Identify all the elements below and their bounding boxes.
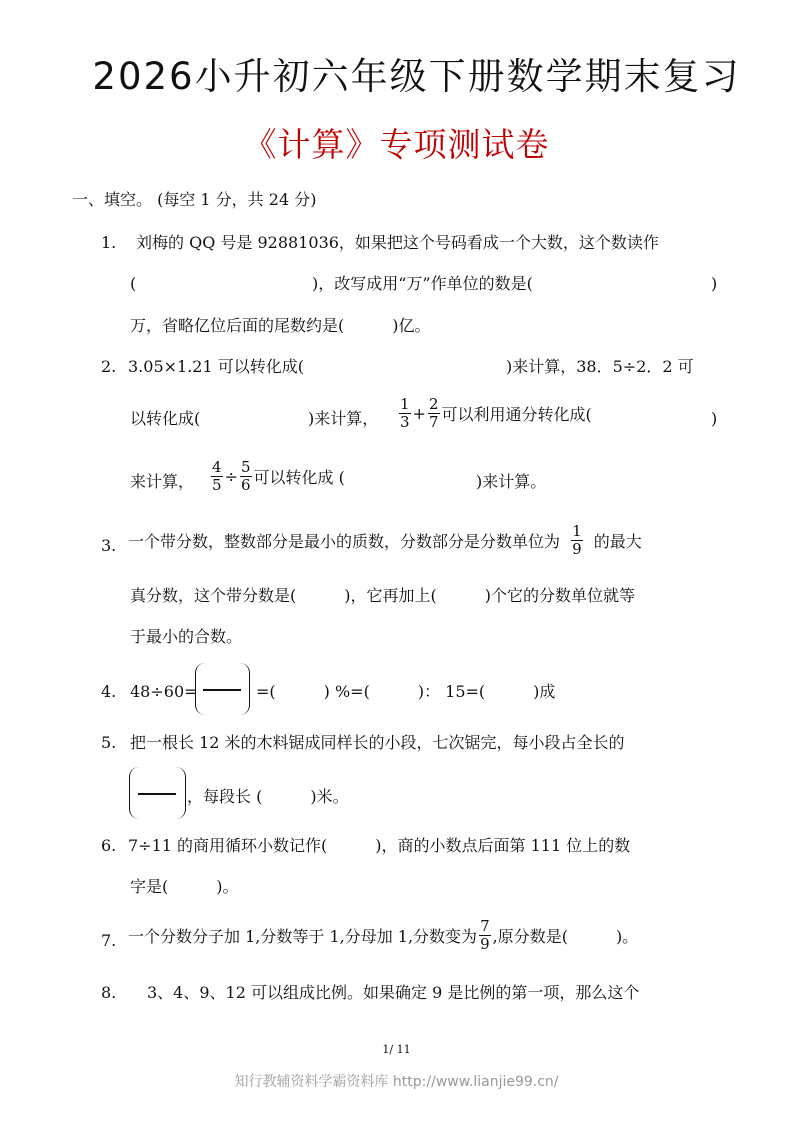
page-number: 1/ 11 [382,1043,411,1056]
fraction: $\frac{1}{9}$ [572,522,582,558]
fraction: $\frac{7}{9}$ [480,917,490,953]
fraction-bar [138,793,176,795]
question-text: =( ) %=( )： 15=( )成 [256,682,556,701]
question-number: 4. [101,682,117,701]
question-number: 1. [101,233,117,252]
question-number: 8. [101,983,117,1002]
fraction: $\frac{1}{3}$ [400,395,410,431]
question-text: 字是( )。 [130,877,239,896]
fraction-expression: $\frac{4}{5}$ ÷ $\frac{5}{6}$ 可以转化成 ( [212,458,345,494]
fraction: $\frac{4}{5}$ [212,458,222,494]
question-number: 2. [101,357,117,376]
question-text: 万，省略亿位后面的尾数约是( )亿。 [130,316,431,335]
question-text: 一个分数分子加 1,分数等于 1,分母加 1,分数变为 $\frac{7}{9}$ ,原分数是( )。 [128,917,639,953]
question-text: 48÷60= [130,682,198,701]
question-text: )来计算， [308,409,379,428]
blank-close: ) [711,274,718,293]
fraction: $\frac{2}{7}$ [428,395,439,431]
question-number: 7. [101,931,117,950]
question-text: 真分数，这个带分数是( )，它再加上( )个它的分数单位就等 [130,586,635,605]
fraction-bar [203,689,241,691]
question-text: )，改写成用“万”作单位的数是( [312,274,533,293]
question-text: ，每段长 ( )米。 [187,787,349,806]
question-number: 3. [101,536,117,555]
question-text: 来计算， [130,472,195,491]
source-watermark: 知行教辅资料学霸资料库 http://www.lianjie99.cn/ [234,1074,559,1090]
blank-close: ) [711,409,718,428]
question-text: 一个带分数，整数部分是最小的质数，分数部分是分数单位为 $\frac{1}{9}$ 的最大 [128,522,642,558]
question-text: 3.05×1.21 可以转化成( [128,357,304,376]
question-number: 6. [101,836,117,855]
question-text: 把一根长 12 米的木料锯成同样长的小段，七次锯完，每小段占全长的 [130,733,625,752]
question-text: 以转化成( [130,409,201,428]
question-text: )来计算。 [476,472,547,491]
question-text: 于最小的合数。 [130,627,243,646]
fraction-expression: $\frac{1}{3}$ + $\frac{2}{7}$ 可以利用通分转化成( [400,395,592,431]
blank-open: ( [130,274,137,293]
section-heading: 一、填空。 (每空 1 分，共 24 分) [72,190,317,209]
fraction: $\frac{5}{6}$ [240,458,251,494]
question-number: 5. [101,733,117,752]
question-text: )来计算，38．5÷2．2 可 [506,357,694,376]
question-text: 3、4、9、12 可以组成比例。如果确定 9 是比例的第一项，那么这个 [147,983,640,1002]
page-title: 2026小升初六年级下册数学期末复习 [92,55,741,98]
question-text: 刘梅的 QQ 号是 92881036，如果把这个号码看成一个大数，这个数读作 [136,233,659,252]
page-subtitle: 《计算》专项测试卷 [243,125,550,164]
question-text: 7÷11 的商用循环小数记作( )，商的小数点后面第 111 位上的数 [128,836,631,855]
